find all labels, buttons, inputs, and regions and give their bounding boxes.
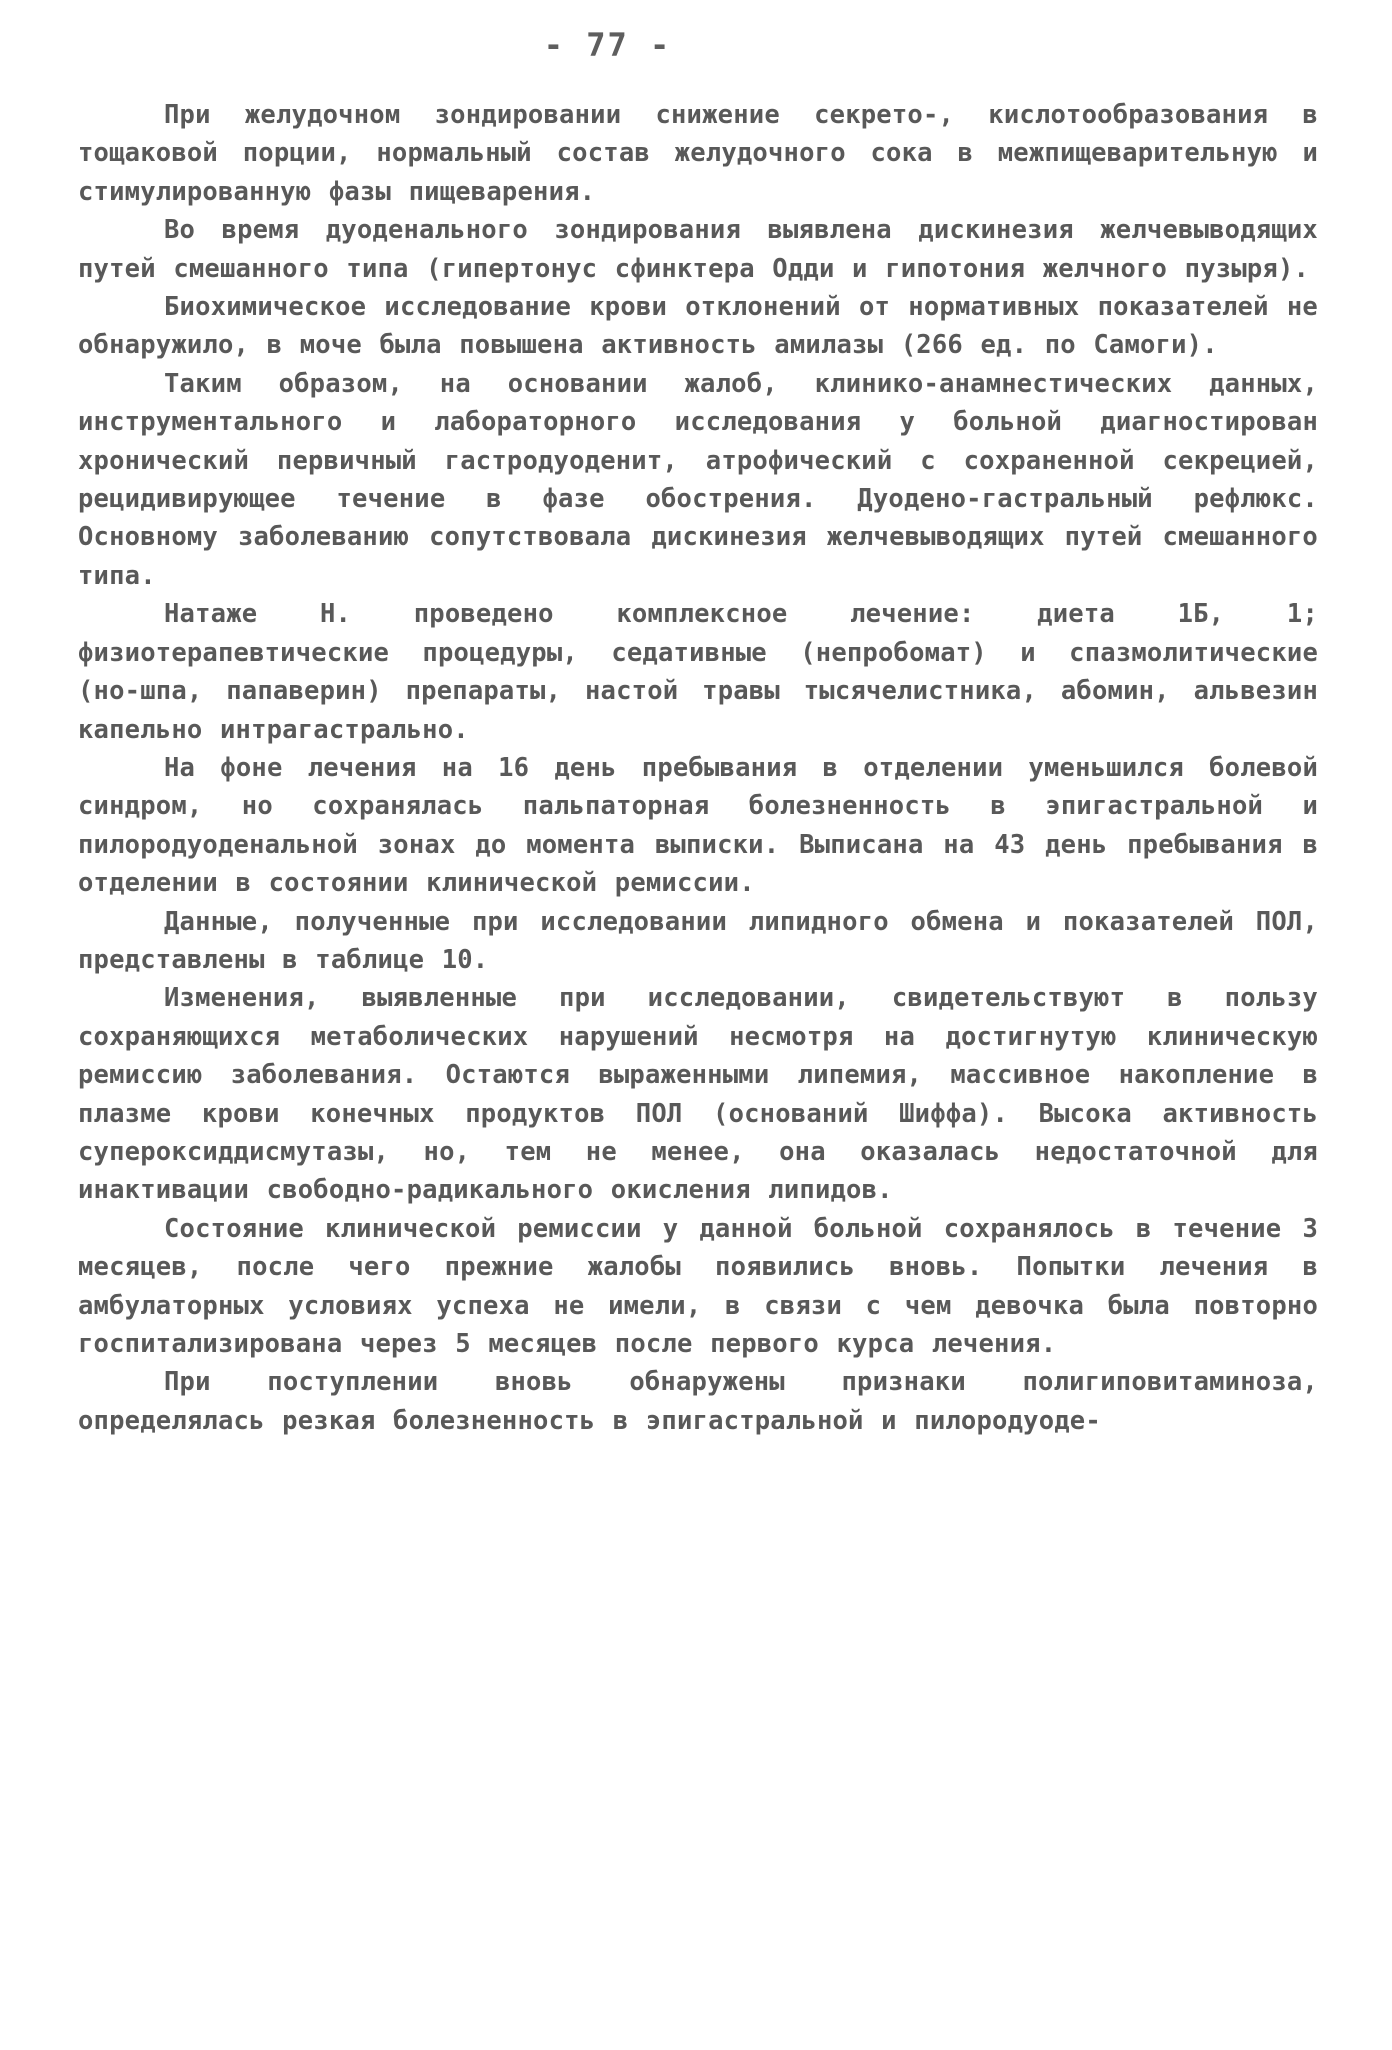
page-number: - 77 - [543, 26, 672, 64]
paragraph-treatment-outcome: На фоне лечения на 16 день пребывания в отделении уменьшился болевой синдром, но сохранялась пальпаторная болезненность в эпигастральной и пилородуоденальной зонах до момента выписки. Выписана на 43 день пребывания в отделении в состоянии клинической ремиссии. [78, 752, 1318, 899]
paragraph-metabolic-changes: Изменения, выявленные при исследовании, свидетельствуют в пользу сохраняющихся метаболических нарушений несмотря на достигнутую клиническую ремиссию заболевания. Остаются выраженными липемия, массивное накопление в плазме крови конечных продуктов ПОЛ (оснований Шиффа). Высока активность супероксиддисмутазы, но, тем не менее, она оказалась недостаточной для инактивации свободно-радикального окисления липидов. [78, 983, 1318, 1206]
paragraph-diagnosis: Таким образом, на основании жалоб, клинико-анамнестических данных, инструментального и лабораторного исследования у больной диагностирован хронический первичный гастродуоденит, атрофический с сохраненной секрецией, рецидивирующее течение в фазе обострения. Дуодено-гастральный рефлюкс. Основному заболеванию сопутствовала дискинезия желчевыводящих путей смешанного типа. [78, 368, 1318, 591]
body-text [78, 96, 1318, 1440]
paragraph-blood-biochemistry: Биохимическое исследование крови отклонений от нормативных показателей не обнаружило, в моче была повышена активность амилазы (266 ед. по Самоги). [78, 292, 1318, 361]
paragraph-lipid-data: Данные, полученные при исследовании липидного обмена и показателей ПОЛ, представлены в таблице 10. [78, 906, 1318, 975]
paragraph-readmission: При поступлении вновь обнаружены признаки полигиповитаминоза, определялась резкая болезненность в эпигастральной и пилородуоде- [78, 1367, 1318, 1436]
paragraph-treatment: Натаже Н. проведено комплексное лечение: диета 1Б, 1; физиотерапевтические процедуры, седативные (непробомат) и спазмолитические (но-шпа, папаверин) препараты, настой травы тысячелистника, абомин, альвезин капельно интрагастрально. [78, 599, 1318, 745]
paragraph-duodenal-probing: Во время дуоденального зондирования выявлена дискинезия желчевыводящих путей смешанного типа (гипертонус сфинктера Одди и гипотония желчного пузыря). [78, 215, 1318, 284]
paragraph-remission-relapse: Состояние клинической ремиссии у данной больной сохранялось в течение 3 месяцев, после чего прежние жалобы появились вновь. Попытки лечения в амбулаторных условиях успеха не имели, в связи с чем девочка была повторно госпитализирована через 5 месяцев после первого курса лечения. [78, 1213, 1318, 1359]
paragraph-gastric-probing: При желудочном зондировании снижение секрето-, кислотообразования в тощаковой порции, нормальный состав желудочного сока в межпищеварительную и стимулированную фазы пищеварения. [78, 100, 1318, 207]
